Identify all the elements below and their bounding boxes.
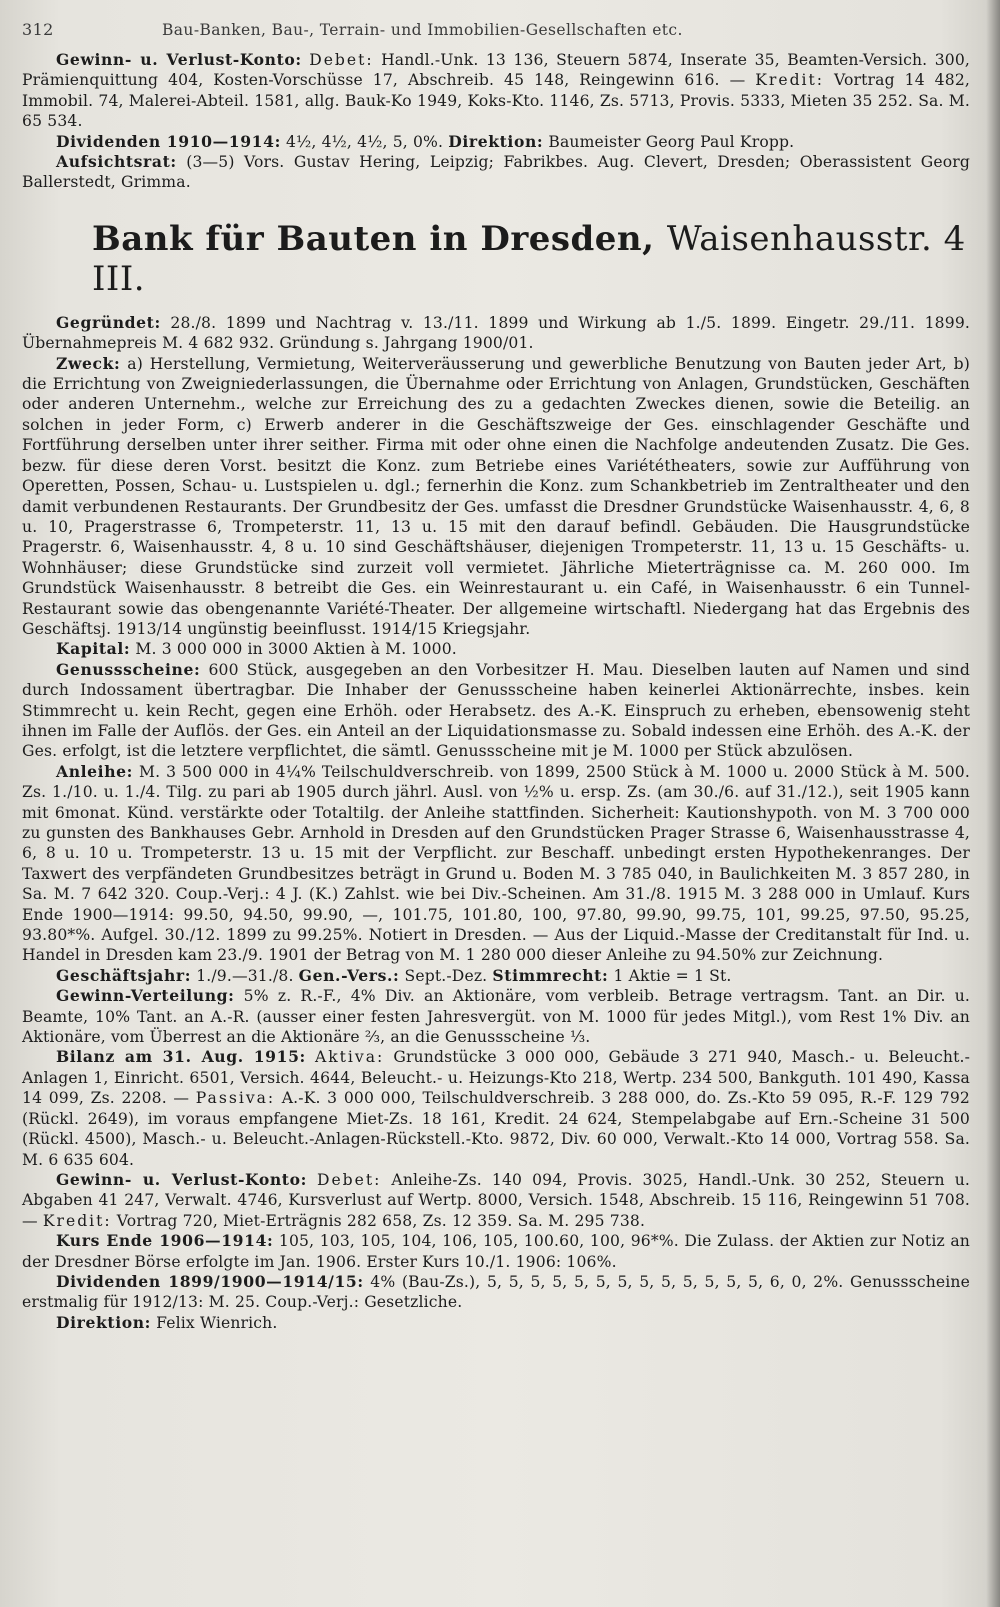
- gewinn-verteilung-text: 5% z. R.-F., 4% Div. an Aktionäre, vom verbleib. Betrage vertragsm. Tant. an Dir. u. Beamte, 10% Tant. an A.-R. (ausser einer festen Jahresvergüt. von M. 1000 für jedes Mitgl.), vom Rest 1% Div. an Aktionäre, vom Überrest an die Aktionäre ⅔, an die Genussscheine ⅓.: [22, 987, 971, 1047]
- prev-dividenden-text: 4½, 4½, 4½, 5, 0%.: [286, 132, 444, 151]
- passiva-text: A.-K. 3 000 000, Teilschuldverschreib. 3 288 000, do. Zs.-Kto 59 095, R.-F. 129 792 (Rückl. 2649), im voraus empfangene Miet-Zs. 18 161, Kredit. 24 624, Stempelabgabe auf Ern.-Scheine 31 500 (Rückl. 4500), Masch.- u. Beleucht.-Anlagen-Rückstell.-Kto. 9872, Div. 60 000, Verwalt.-Kto 14 000, Vortrag 558. Sa. M. 6 635 604.: [22, 1089, 970, 1169]
- zweck-text: a) Herstellung, Vermietung, Weiterveräusserung und gewerbliche Benutzung von Bauten jeder Art, b) die Errichtung von Zweigniederlassungen, die Übernahme oder Errichtung von Anlagen, Grundstücken, Geschäften oder anderen Unternehm., welche zur Erreichung des zu a gedachten Zweckes dienen, sowie die Beteilig. an solchen in jeder Form, c) Erwerb anderer in die Geschäftszweige der Ges. einschlagender Geschäfte und Fortführung derselben unter ihrer seither. Firma mit oder ohne einen die Nachfolge andeutenden Zusatz. Die Ges. bezw. für diese deren Vorst. besitzt die Konz. zum Betriebe eines Variététheaters, sowie zur Aufführung von Operetten, Possen, Schau- u. Lustspielen u. dgl.; fernerhin die Konz. zum Schankbetrieb im Zentraltheater und den damit verbundenen Restaurants. Der Grundbesitz der Ges. umfasst die Dresdner Grundstücke Waisenhausstr. 4, 6, 8 u. 10, Pragerstrasse 6, Trompeterstr. 11, 13 u. 15 mit den darauf befindl. Gebäuden. Die Hausgrundstücke Pragerstr. 6, Waisenhausstr. 4, 8 u. 10 sind Geschäftshäuser, diejenigen Trompeterstr. 11, 13 u. 15 Geschäfts- u. Wohnhäuser; diese Grundstücke sind zurzeit voll vermietet. Jährliche Mieterträgnisse ca. M. 260 000. Im Grundstück Waisenhausstr. 8 betreibt die Ges. ein Weinrestaurant u. ein Café, in Waisenhausstr. 6 ein Tunnel-Restaurant sowie das obengenannte Variété-Theater. Der allgemeine wirtschaftl. Niedergang hat das Ergebnis des Geschäftsj. 1913/14 ungünstig beeinflusst. 1914/15 Kriegsjahr.: [22, 354, 971, 638]
- company-name: Bank für Bauten in Dresden,: [92, 218, 655, 259]
- genussscheine-text: 600 Stück, ausgegeben an den Vorbesitzer H. Mau. Dieselben lauten auf Namen und sind durch Indossament übertragbar. Die Inhaber der Genussscheine haben keinerlei Aktionärrechte, insbes. kein Stimmrecht u. kein Recht, gegen eine Erhöh. oder Herabsetz. des A.-K. Einspruch zu erheben, ebensowenig steht ihnen im Falle der Auflös. der Ges. ein Anteil an der Liquidationsmasse zu. Sobald indessen eine Erhöh. des A.-K. der Ges. erfolgt, ist die letztere verpflichtet, die sämtl. Genussscheine mit je M. 1000 per Stück abzulösen.: [22, 660, 970, 761]
- aktiva-label: Aktiva:: [314, 1048, 385, 1067]
- prev-aufsichtsrat-paragraph: [22, 152, 970, 193]
- kurs-paragraph: [22, 1231, 970, 1272]
- debet-text: Anleihe-Zs. 140 094, Provis. 3025, Handl.-Unk. 30 252, Steuern u. Abgaben 41 247, Verwalt. 4746, Kursverlust auf Wertp. 8000, Versich. 1548, Abschreib. 15 116, Reingewinn 51 708. —: [22, 1170, 971, 1230]
- running-head: [22, 20, 970, 50]
- gewinn-verteilung-paragraph: [22, 986, 970, 1047]
- direktion-paragraph: [22, 1313, 970, 1333]
- page-number: 312: [22, 20, 54, 39]
- gegruendet-text: 28./8. 1899 und Nachtrag v. 13./11. 1899 und Wirkung ab 1./5. 1899. Eingetr. 29./11. 1899. Übernahmepreis M. 4 682 932. Gründung s. Jahrgang 1900/01.: [22, 313, 970, 353]
- genussscheine-heading: Genussscheine:: [56, 659, 201, 679]
- kurs-text: 105, 103, 105, 104, 106, 105, 100.60, 100, 96*%. Die Zulass. der Aktien zur Notiz an der Dresdner Börse erfolgte im Jan. 1906. Erster Kurs 10./1. 1906: 106%.: [22, 1232, 970, 1271]
- geschaeftsjahr-paragraph: [22, 966, 970, 986]
- dividenden-heading: Dividenden 1899/1900—1914/15:: [56, 1271, 364, 1291]
- bilanz-paragraph: [22, 1047, 970, 1169]
- kapital-text: M. 3 000 000 in 3000 Aktien à M. 1000.: [135, 640, 457, 659]
- anleihe-paragraph: [22, 762, 970, 966]
- anleihe-text: M. 3 500 000 in 4¼% Teilschuldverschreib. von 1899, 2500 Stück à M. 1000 u. 2000 Stück à M. 500. Zs. 1./10. u. 1./4. Tilg. zu pari ab 1905 durch jährl. Ausl. von ½% u. ersp. Zs. (am 30./6. auf 31./12.), seit 1905 kann mit 6monat. Künd. verstärkte oder Totaltilg. der Anleihe stattfinden. Sicherheit: Kautionshypoth. von M. 3 700 000 zu gunsten des Bankhauses Gebr. Arnhold in Dresden auf den Grundstücken Prager Strasse 6, Waisenhausstrasse 4, 6, 8 u. 10 u. Trompeterstr. 13 u. 15 mit der Verpflicht. zur Beschaff. unbedingt ersten Hypothekenranges. Der Taxwert des verpfändeten Grundbesitzes beträgt in Grund u. Boden M. 3 785 040, in Baulichkeiten M. 3 857 280, in Sa. M. 7 642 320. Coup.-Verj.: 4 J. (K.) Zahlst. wie bei Div.-Scheinen. Am 31./8. 1915 M. 3 288 000 in Umlauf. Kurs Ende 1900—1914: 99.50, 94.50, 99.90, —, 101.75, 101.80, 100, 97.80, 99.90, 99.75, 101, 99.25, 97.50, 95.25, 93.80*%. Aufgel. 30./12. 1899 zu 99.25%. Notiert in Dresden. — Aus der Liquid.-Masse der Creditanstalt für Ind. u. Handel in Dresden kam 23./9. 1901 der Betrag von M. 1 280 000 dieser Anleihe zu 94.50% zur Zeichnung.: [22, 762, 970, 965]
- debet-label: Debet:: [316, 1170, 382, 1189]
- company-title: [92, 219, 970, 299]
- kurs-heading: Kurs Ende 1906—1914:: [56, 1231, 274, 1251]
- zweck-paragraph: [22, 354, 970, 640]
- company-address: Waisenhausstr. 4 III.: [92, 218, 966, 299]
- prev-gewinn-debet-text: Handl.-Unk. 13 136, Steuern 5874, Inserate 35, Beamten-Versich. 300, Prämienquittung 404, Kosten-Vorschüsse 17, Abschreib. 45 148, Reingewinn 616. —: [22, 51, 971, 90]
- gewinn-verlust-heading: Gewinn- u. Verlust-Konto:: [56, 1169, 307, 1189]
- genussscheine-paragraph: [22, 660, 970, 762]
- prev-dividenden-heading: Dividenden 1910—1914:: [56, 131, 281, 151]
- running-title: Bau-Banken, Bau-, Terrain- und Immobilien-Gesellschaften etc.: [162, 21, 683, 39]
- gewinn-verlust-paragraph: [22, 1170, 970, 1231]
- prev-direktion-heading: Direktion:: [448, 131, 544, 151]
- stimmrecht-heading: Stimmrecht:: [492, 965, 609, 985]
- direktion-heading: Direktion:: [56, 1312, 152, 1332]
- dividenden-paragraph: [22, 1272, 970, 1313]
- prev-direktion-text: Baumeister Georg Paul Kropp.: [548, 132, 795, 151]
- stimmrecht-text: 1 Aktie = 1 St.: [613, 966, 732, 985]
- zweck-heading: Zweck:: [56, 353, 121, 373]
- kapital-paragraph: [22, 639, 970, 659]
- page-edge-shadow: [986, 0, 1000, 1607]
- dividenden-text: 4% (Bau-Zs.), 5, 5, 5, 5, 5, 5, 5, 5, 5, 5, 5, 5, 5, 6, 0, 2%. Genussscheine erstmalig für 1912/13: M. 25. Coup.-Verj.: Gesetzliche.: [22, 1272, 970, 1312]
- geschaeftsjahr-heading: Geschäftsjahr:: [56, 965, 192, 985]
- kredit-label: Kredit:: [42, 1211, 112, 1230]
- direktion-text: Felix Wienrich.: [156, 1313, 278, 1332]
- kapital-heading: Kapital:: [56, 639, 131, 659]
- gegruendet-paragraph: [22, 313, 970, 354]
- passiva-label: Passiva:: [195, 1089, 276, 1108]
- bilanz-heading: Bilanz am 31. Aug. 1915:: [56, 1047, 306, 1067]
- gen-vers-text: Sept.-Dez.: [404, 966, 488, 985]
- prev-dividenden-paragraph: [22, 132, 970, 152]
- gen-vers-heading: Gen.-Vers.:: [298, 965, 400, 985]
- kredit-text: Vortrag 720, Miet-Erträgnis 282 658, Zs. 12 359. Sa. M. 295 738.: [116, 1211, 646, 1230]
- prev-gewinn-paragraph: [22, 50, 970, 132]
- aktiva-text: Grundstücke 3 000 000, Gebäude 3 271 940, Masch.- u. Beleucht.-Anlagen 1, Einricht. 6501, Versich. 4644, Beleucht.- u. Heizungs-Kto 218, Wertp. 234 500, Bankguth. 101 490, Kassa 14 099, Zs. 2208. —: [22, 1048, 971, 1108]
- prev-gewinn-kredit-text: Vortrag 14 482, Immobil. 74, Malerei-Abteil. 1581, allg. Bauk-Ko 1949, Koks-Kto. 1146, Zs. 5713, Provis. 5333, Mieten 35 252. Sa. M. 65 534.: [22, 71, 970, 131]
- prev-gewinn-heading: Gewinn- u. Verlust-Konto:: [56, 50, 302, 69]
- prev-kredit-label: Kredit:: [755, 71, 825, 90]
- gewinn-verteilung-heading: Gewinn-Verteilung:: [56, 986, 235, 1006]
- prev-aufsichtsrat-heading: Aufsichtsrat:: [56, 152, 177, 172]
- prev-debet-label: Debet:: [309, 51, 374, 69]
- anleihe-heading: Anleihe:: [56, 761, 134, 781]
- prev-aufsichtsrat-text: (3—5) Vors. Gustav Hering, Leipzig; Fabrikbes. Aug. Clevert, Dresden; Oberassistent Georg Ballerstedt, Grimma.: [22, 153, 970, 192]
- gegruendet-heading: Gegründet:: [56, 312, 161, 332]
- geschaeftsjahr-text: 1./9.—31./8.: [196, 966, 294, 985]
